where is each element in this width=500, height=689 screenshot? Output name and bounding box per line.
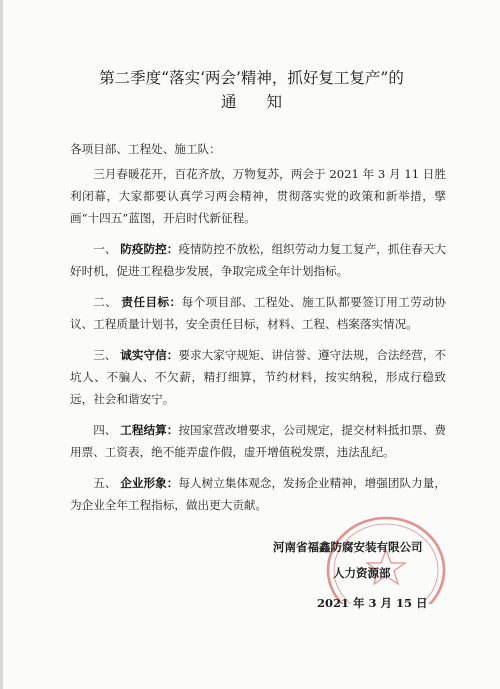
signature-block bbox=[273, 534, 453, 616]
section-2 bbox=[70, 291, 446, 335]
section-3-prefix: 三、 bbox=[93, 348, 117, 362]
section-1-prefix: 一、 bbox=[93, 242, 117, 256]
section-4-text: 按国家营改增要求，公司规定，提交材料抵扣票、费用票、工资表，绝不能弄虚作假，虚开增值税发票，违法乱纪。 bbox=[70, 423, 446, 459]
title-line-2: 通知 bbox=[220, 93, 312, 111]
section-2-heading: 责任目标： bbox=[121, 295, 182, 309]
section-5 bbox=[70, 472, 446, 516]
section-1-heading: 防疫防控： bbox=[120, 242, 179, 256]
section-5-prefix: 五、 bbox=[93, 476, 117, 490]
title-line-1: 第二季度“落实‘两会’精神，抓好复工复产”的 bbox=[99, 69, 404, 87]
section-1 bbox=[70, 238, 446, 282]
section-3-text: 要求大家守规矩、讲信誉、遵守法规，合法经营，不坑人、不骗人、不欠薪，精打细算，节约材料，按实纳税，形成行稳致远，社会和谐安宁。 bbox=[70, 348, 446, 406]
section-2-text: 每个项目部、工程处、施工队都要签订用工劳动协议、工程质量计划书，安全责任目标，材料、工程、档案落实情况。 bbox=[70, 295, 446, 331]
intro-paragraph: 三月春暖花开，百花齐放，万物复苏，两会于 2021 年 3 月 11 日胜利闭幕，大家都要认真学习两会精神，贯彻落实党的政策和新举措，擘画“十四五”蓝图，开启时代新征程。 bbox=[70, 167, 446, 225]
section-5-heading: 企业形象： bbox=[120, 476, 179, 490]
section-4-heading: 工程结算： bbox=[120, 423, 179, 437]
section-4 bbox=[70, 419, 446, 463]
section-3 bbox=[70, 344, 446, 410]
section-5-text: 每人树立集体观念，发扬企业精神，增强团队力量，为企业全年工程指标，做出更大贡献。 bbox=[70, 476, 446, 512]
notice-title bbox=[3, 66, 500, 114]
signature-date: 2021 年 3 月 15 日 bbox=[317, 596, 428, 610]
section-1-text: 疫情防控不放松，组织劳动力复工复产，抓住春天大好时机，促进工程稳步发展，争取完成全年计划指标。 bbox=[70, 242, 446, 278]
signature-dept: 人力资源部 bbox=[333, 566, 391, 580]
section-3-heading: 诚实守信： bbox=[120, 348, 179, 362]
section-2-prefix: 二、 bbox=[93, 295, 118, 309]
notice-body bbox=[70, 138, 446, 516]
section-4-prefix: 四、 bbox=[93, 423, 117, 437]
salutation: 各项目部、工程处、施工队： bbox=[70, 142, 221, 156]
signature-org: 河南省福鑫防腐安装有限公司 bbox=[273, 540, 423, 554]
